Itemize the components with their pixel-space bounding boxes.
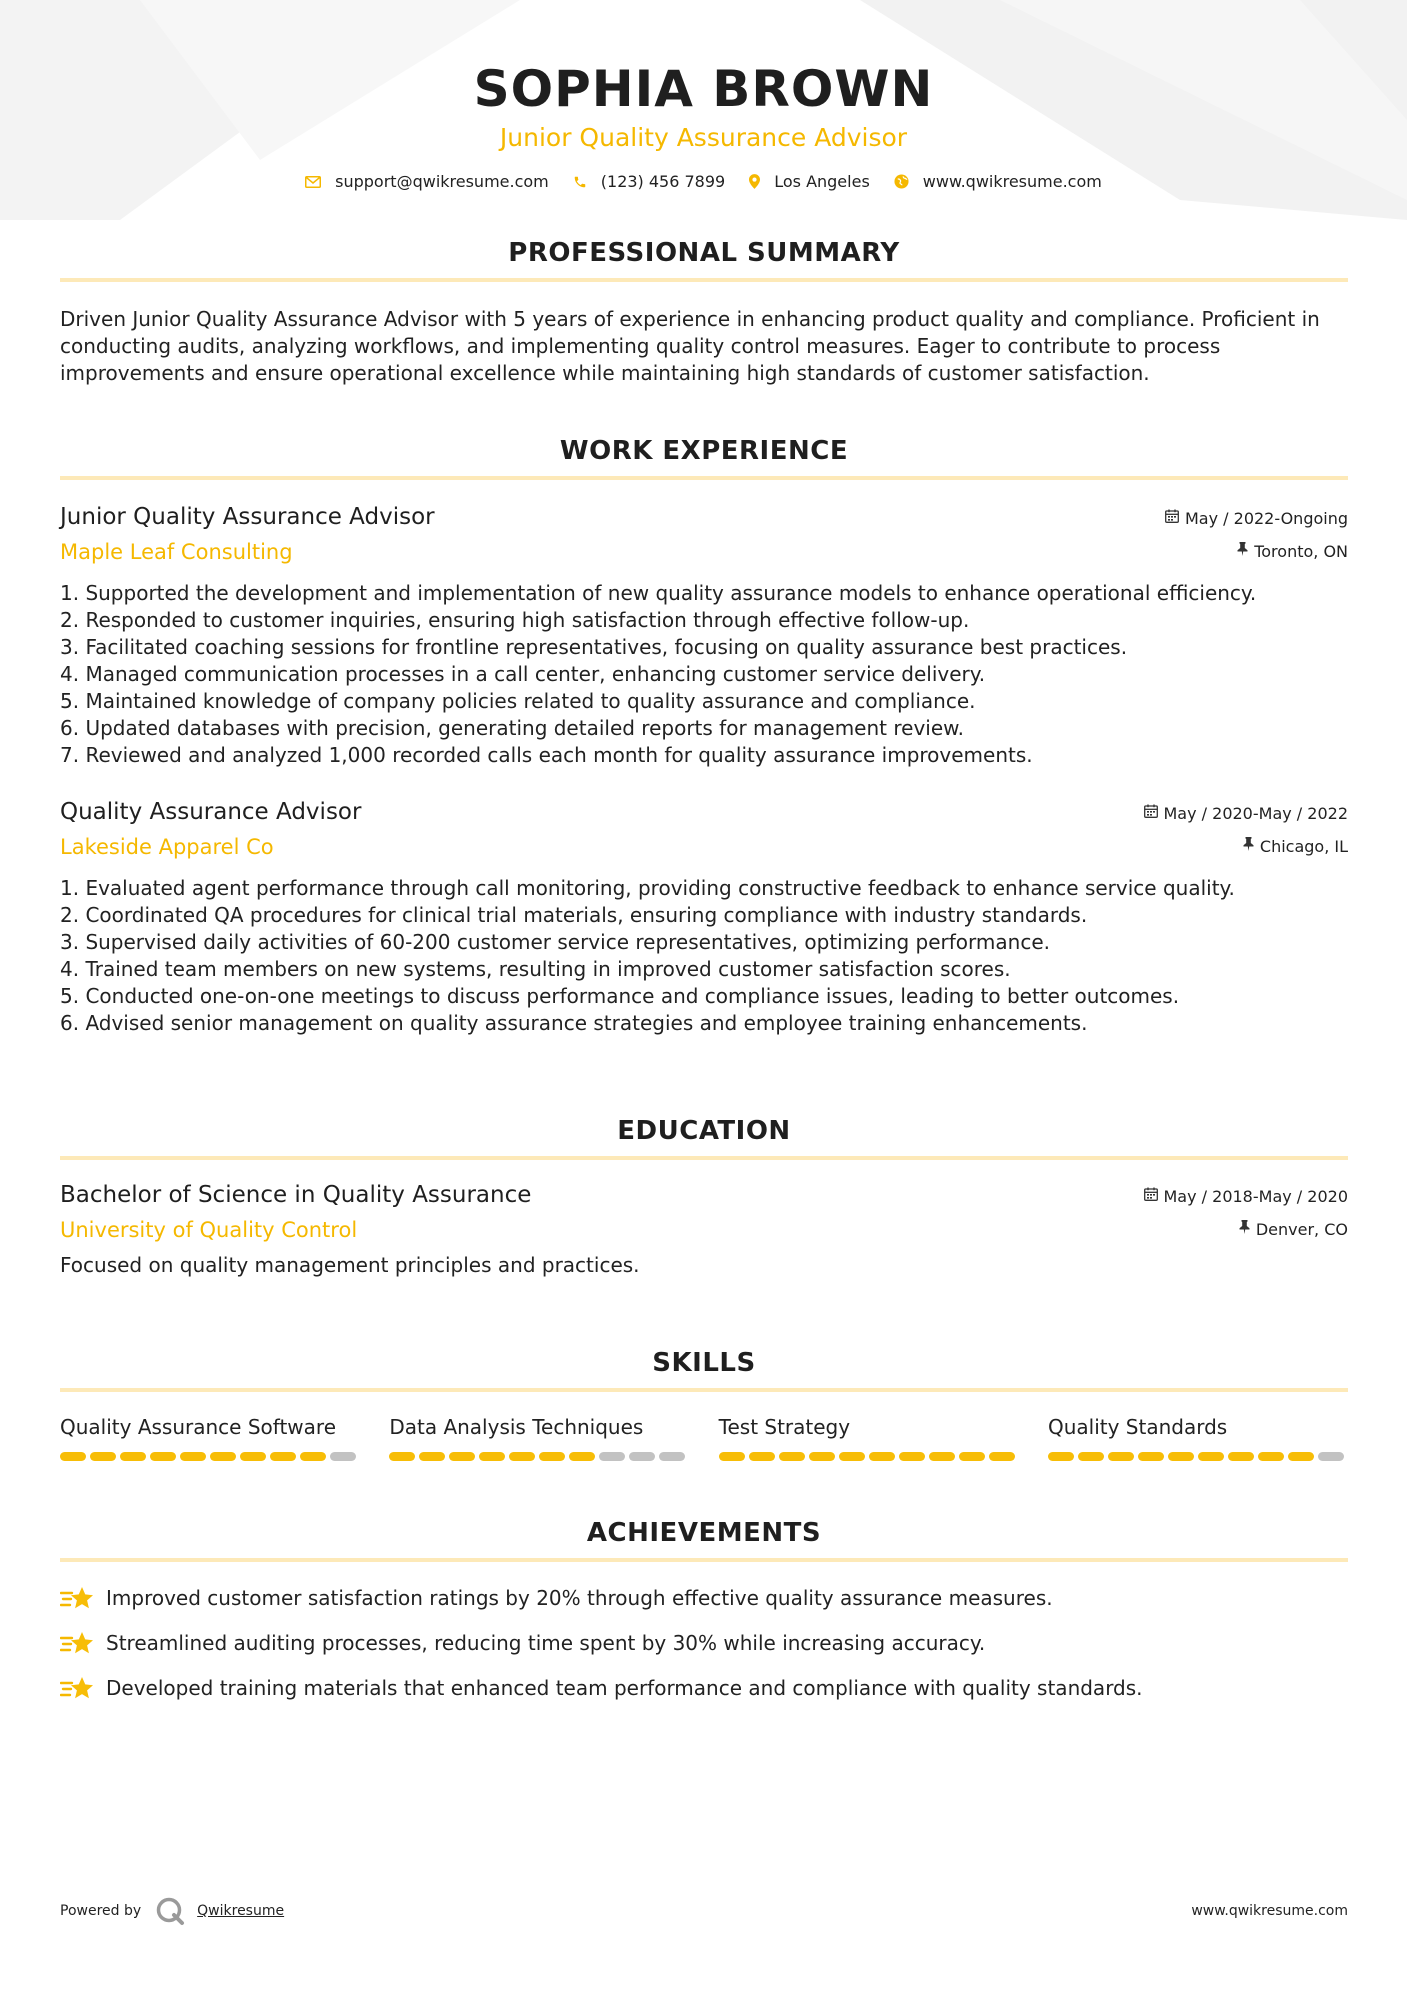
skill-segment-filled <box>1288 1452 1314 1461</box>
skill-segment-filled <box>1258 1452 1284 1461</box>
contact-bar <box>0 172 1407 191</box>
skill-segment-filled <box>120 1452 146 1461</box>
skill-name: Quality Assurance Software <box>60 1415 336 1439</box>
achievements-heading: ACHIEVEMENTS <box>586 1518 822 1548</box>
skill-segment-filled <box>1078 1452 1104 1461</box>
list-item: 7. Reviewed and analyzed 1,000 recorded calls each month for quality assurance improvements. <box>60 743 1033 767</box>
pushpin-icon <box>1239 1219 1250 1241</box>
company-name: Lakeside Apparel Co <box>60 835 274 859</box>
envelope-icon <box>305 176 321 188</box>
education-dates <box>1144 1186 1349 1208</box>
job-entry <box>60 502 1348 769</box>
section-divider <box>60 1156 1348 1160</box>
job-location <box>1243 836 1348 858</box>
skill-level-bar <box>719 1452 1019 1461</box>
achievement-text: Developed training materials that enhanced team performance and compliance with quality standards. <box>106 1675 1143 1700</box>
summary-heading: PROFESSIONAL SUMMARY <box>508 238 900 268</box>
skill-segment-empty <box>599 1452 625 1461</box>
school-name: University of Quality Control <box>60 1218 358 1242</box>
skill-segment-filled <box>719 1452 745 1461</box>
list-item: 3. Supervised daily activities of 60-200 customer service representatives, optimizing performance. <box>60 930 1050 954</box>
skill-segment-filled <box>90 1452 116 1461</box>
skill-segment-filled <box>449 1452 475 1461</box>
skill-segment-filled <box>210 1452 236 1461</box>
skill-level-bar <box>1048 1452 1348 1461</box>
skill-segment-filled <box>1198 1452 1224 1461</box>
list-item: 2. Coordinated QA procedures for clinical trial materials, ensuring compliance with industry standards. <box>60 903 1088 927</box>
section-divider <box>60 476 1348 480</box>
map-pin-icon <box>749 174 760 189</box>
pushpin-icon <box>1237 541 1248 563</box>
section-divider <box>60 1558 1348 1562</box>
list-item: 6. Advised senior management on quality assurance strategies and employee training enhancements. <box>60 1011 1088 1035</box>
skill-segment-filled <box>899 1452 925 1461</box>
qwikresume-link[interactable]: Qwikresume <box>197 1903 285 1919</box>
phone-icon <box>573 175 587 189</box>
job-dates-text: May / 2022-Ongoing <box>1185 509 1348 528</box>
skill-segment-filled <box>989 1452 1015 1461</box>
skill-segment-filled <box>1108 1452 1134 1461</box>
skill-segment-filled <box>419 1452 445 1461</box>
skill-segment-filled <box>479 1452 505 1461</box>
list-item <box>60 1629 1348 1657</box>
skill-level-bar <box>60 1452 360 1461</box>
list-item: 6. Updated databases with precision, generating detailed reports for management review. <box>60 716 965 740</box>
resume-header <box>0 0 1407 191</box>
achievements-list <box>60 1584 1348 1702</box>
education-location-text: Denver, CO <box>1255 1220 1348 1239</box>
shooting-star-icon <box>60 1584 94 1612</box>
skill-segment-filled <box>1228 1452 1254 1461</box>
list-item: 5. Maintained knowledge of company policies related to quality assurance and compliance. <box>60 689 976 713</box>
globe-icon <box>894 174 909 189</box>
page-footer <box>60 1896 1348 1926</box>
achievement-text: Streamlined auditing processes, reducing time spent by 30% while increasing accuracy. <box>106 1630 986 1655</box>
list-item <box>60 1584 1348 1612</box>
achievement-text: Improved customer satisfaction ratings by 20% through effective quality assurance measures. <box>106 1585 1053 1610</box>
skill-segment-filled <box>300 1452 326 1461</box>
website-text: www.qwikresume.com <box>922 172 1102 191</box>
job-location-text: Chicago, IL <box>1259 837 1348 856</box>
skill-segment-filled <box>1168 1452 1194 1461</box>
calendar-icon <box>1144 803 1158 825</box>
section-divider <box>60 1388 1348 1392</box>
skills-heading: SKILLS <box>652 1348 756 1378</box>
achievements-section <box>60 1518 1348 1719</box>
list-item: 4. Trained team members on new systems, resulting in improved customer satisfaction scores. <box>60 957 1011 981</box>
skill-segment-filled <box>270 1452 296 1461</box>
shooting-star-icon <box>60 1629 94 1657</box>
skills-section <box>60 1348 1348 1461</box>
skill-segment-filled <box>180 1452 206 1461</box>
job-location-text: Toronto, ON <box>1254 542 1348 561</box>
skill-segment-filled <box>539 1452 565 1461</box>
phone-text: (123) 456 7899 <box>600 172 726 191</box>
summary-text: Driven Junior Quality Assurance Advisor with 5 years of experience in enhancing product quality and compliance. Proficient in conducting audits, analyzing workflows, and implementing quality control measures. Eager to contribute to process improvements and ensure operational excellence while maintaining high standards of customer satisfaction. <box>60 307 1320 385</box>
location-text: Los Angeles <box>774 172 870 191</box>
education-description: Focused on quality management principles and practices. <box>60 1253 640 1277</box>
calendar-icon <box>1144 1186 1158 1208</box>
powered-by <box>60 1896 284 1926</box>
list-item <box>60 1674 1348 1702</box>
job-bullets <box>60 580 1348 769</box>
skill-segment-filled <box>509 1452 535 1461</box>
footer-website[interactable]: www.qwikresume.com <box>1191 1903 1348 1919</box>
skill-segment-filled <box>150 1452 176 1461</box>
skill-segment-empty <box>659 1452 685 1461</box>
contact-website[interactable] <box>894 172 1102 191</box>
education-heading: EDUCATION <box>617 1116 791 1146</box>
list-item: 3. Facilitated coaching sessions for frontline representatives, focusing on quality assurance best practices. <box>60 635 1128 659</box>
job-dates <box>1165 508 1348 530</box>
contact-location <box>749 172 870 191</box>
pushpin-icon <box>1243 836 1254 858</box>
job-location <box>1237 541 1348 563</box>
skill-segment-empty <box>629 1452 655 1461</box>
skill-segment-filled <box>389 1452 415 1461</box>
section-divider <box>60 278 1348 282</box>
contact-email[interactable] <box>305 172 549 191</box>
email-text: support@qwikresume.com <box>335 172 549 191</box>
experience-heading: WORK EXPERIENCE <box>559 436 849 466</box>
skill-segment-filled <box>749 1452 775 1461</box>
list-item: 1. Supported the development and implementation of new quality assurance models to enhance operational efficiency. <box>60 581 1257 605</box>
education-dates-text: May / 2018-May / 2020 <box>1163 1187 1348 1206</box>
skill-segment-filled <box>809 1452 835 1461</box>
job-title: Quality Assurance Advisor <box>60 799 362 825</box>
list-item: 5. Conducted one-on-one meetings to discuss performance and compliance issues, leading to better outcomes. <box>60 984 1180 1008</box>
degree-name: Bachelor of Science in Quality Assurance <box>60 1182 532 1208</box>
skill-segment-filled <box>1138 1452 1164 1461</box>
skill-name: Data Analysis Techniques <box>389 1415 644 1439</box>
skill-item <box>389 1414 689 1461</box>
list-item: 2. Responded to customer inquiries, ensuring high satisfaction through effective follow-up. <box>60 608 970 632</box>
calendar-icon <box>1165 508 1179 530</box>
skill-segment-empty <box>1318 1452 1344 1461</box>
job-dates-text: May / 2020-May / 2022 <box>1163 804 1348 823</box>
skill-segment-filled <box>929 1452 955 1461</box>
skill-level-bar <box>389 1452 689 1461</box>
qwikresume-logo-icon <box>155 1896 185 1926</box>
skill-segment-filled <box>240 1452 266 1461</box>
job-bullets <box>60 875 1348 1037</box>
skill-segment-filled <box>60 1452 86 1461</box>
job-entry <box>60 797 1348 1037</box>
job-dates <box>1144 803 1349 825</box>
powered-by-label: Powered by <box>60 1903 142 1919</box>
skill-item <box>1048 1414 1348 1461</box>
skill-segment-filled <box>869 1452 895 1461</box>
shooting-star-icon <box>60 1674 94 1702</box>
education-location <box>1239 1219 1348 1241</box>
education-section <box>60 1116 1348 1279</box>
candidate-title: Junior Quality Assurance Advisor <box>499 123 908 152</box>
skill-segment-filled <box>779 1452 805 1461</box>
skill-segment-filled <box>1048 1452 1074 1461</box>
skill-segment-empty <box>330 1452 356 1461</box>
skill-item <box>719 1414 1019 1461</box>
company-name: Maple Leaf Consulting <box>60 540 293 564</box>
skill-segment-filled <box>839 1452 865 1461</box>
skill-name: Test Strategy <box>718 1415 851 1439</box>
list-item: 4. Managed communication processes in a call center, enhancing customer service delivery. <box>60 662 986 686</box>
education-entry <box>60 1180 1348 1279</box>
summary-section <box>60 238 1348 387</box>
skill-segment-filled <box>569 1452 595 1461</box>
contact-phone[interactable] <box>573 172 725 191</box>
skill-item <box>60 1414 360 1461</box>
candidate-name: SOPHIA BROWN <box>473 60 934 118</box>
skills-row <box>60 1414 1348 1461</box>
skill-segment-filled <box>959 1452 985 1461</box>
skill-name: Quality Standards <box>1047 1415 1228 1439</box>
experience-section <box>60 436 1348 1037</box>
job-title: Junior Quality Assurance Advisor <box>60 504 435 530</box>
list-item: 1. Evaluated agent performance through call monitoring, providing constructive feedback to enhance service quality. <box>60 876 1235 900</box>
